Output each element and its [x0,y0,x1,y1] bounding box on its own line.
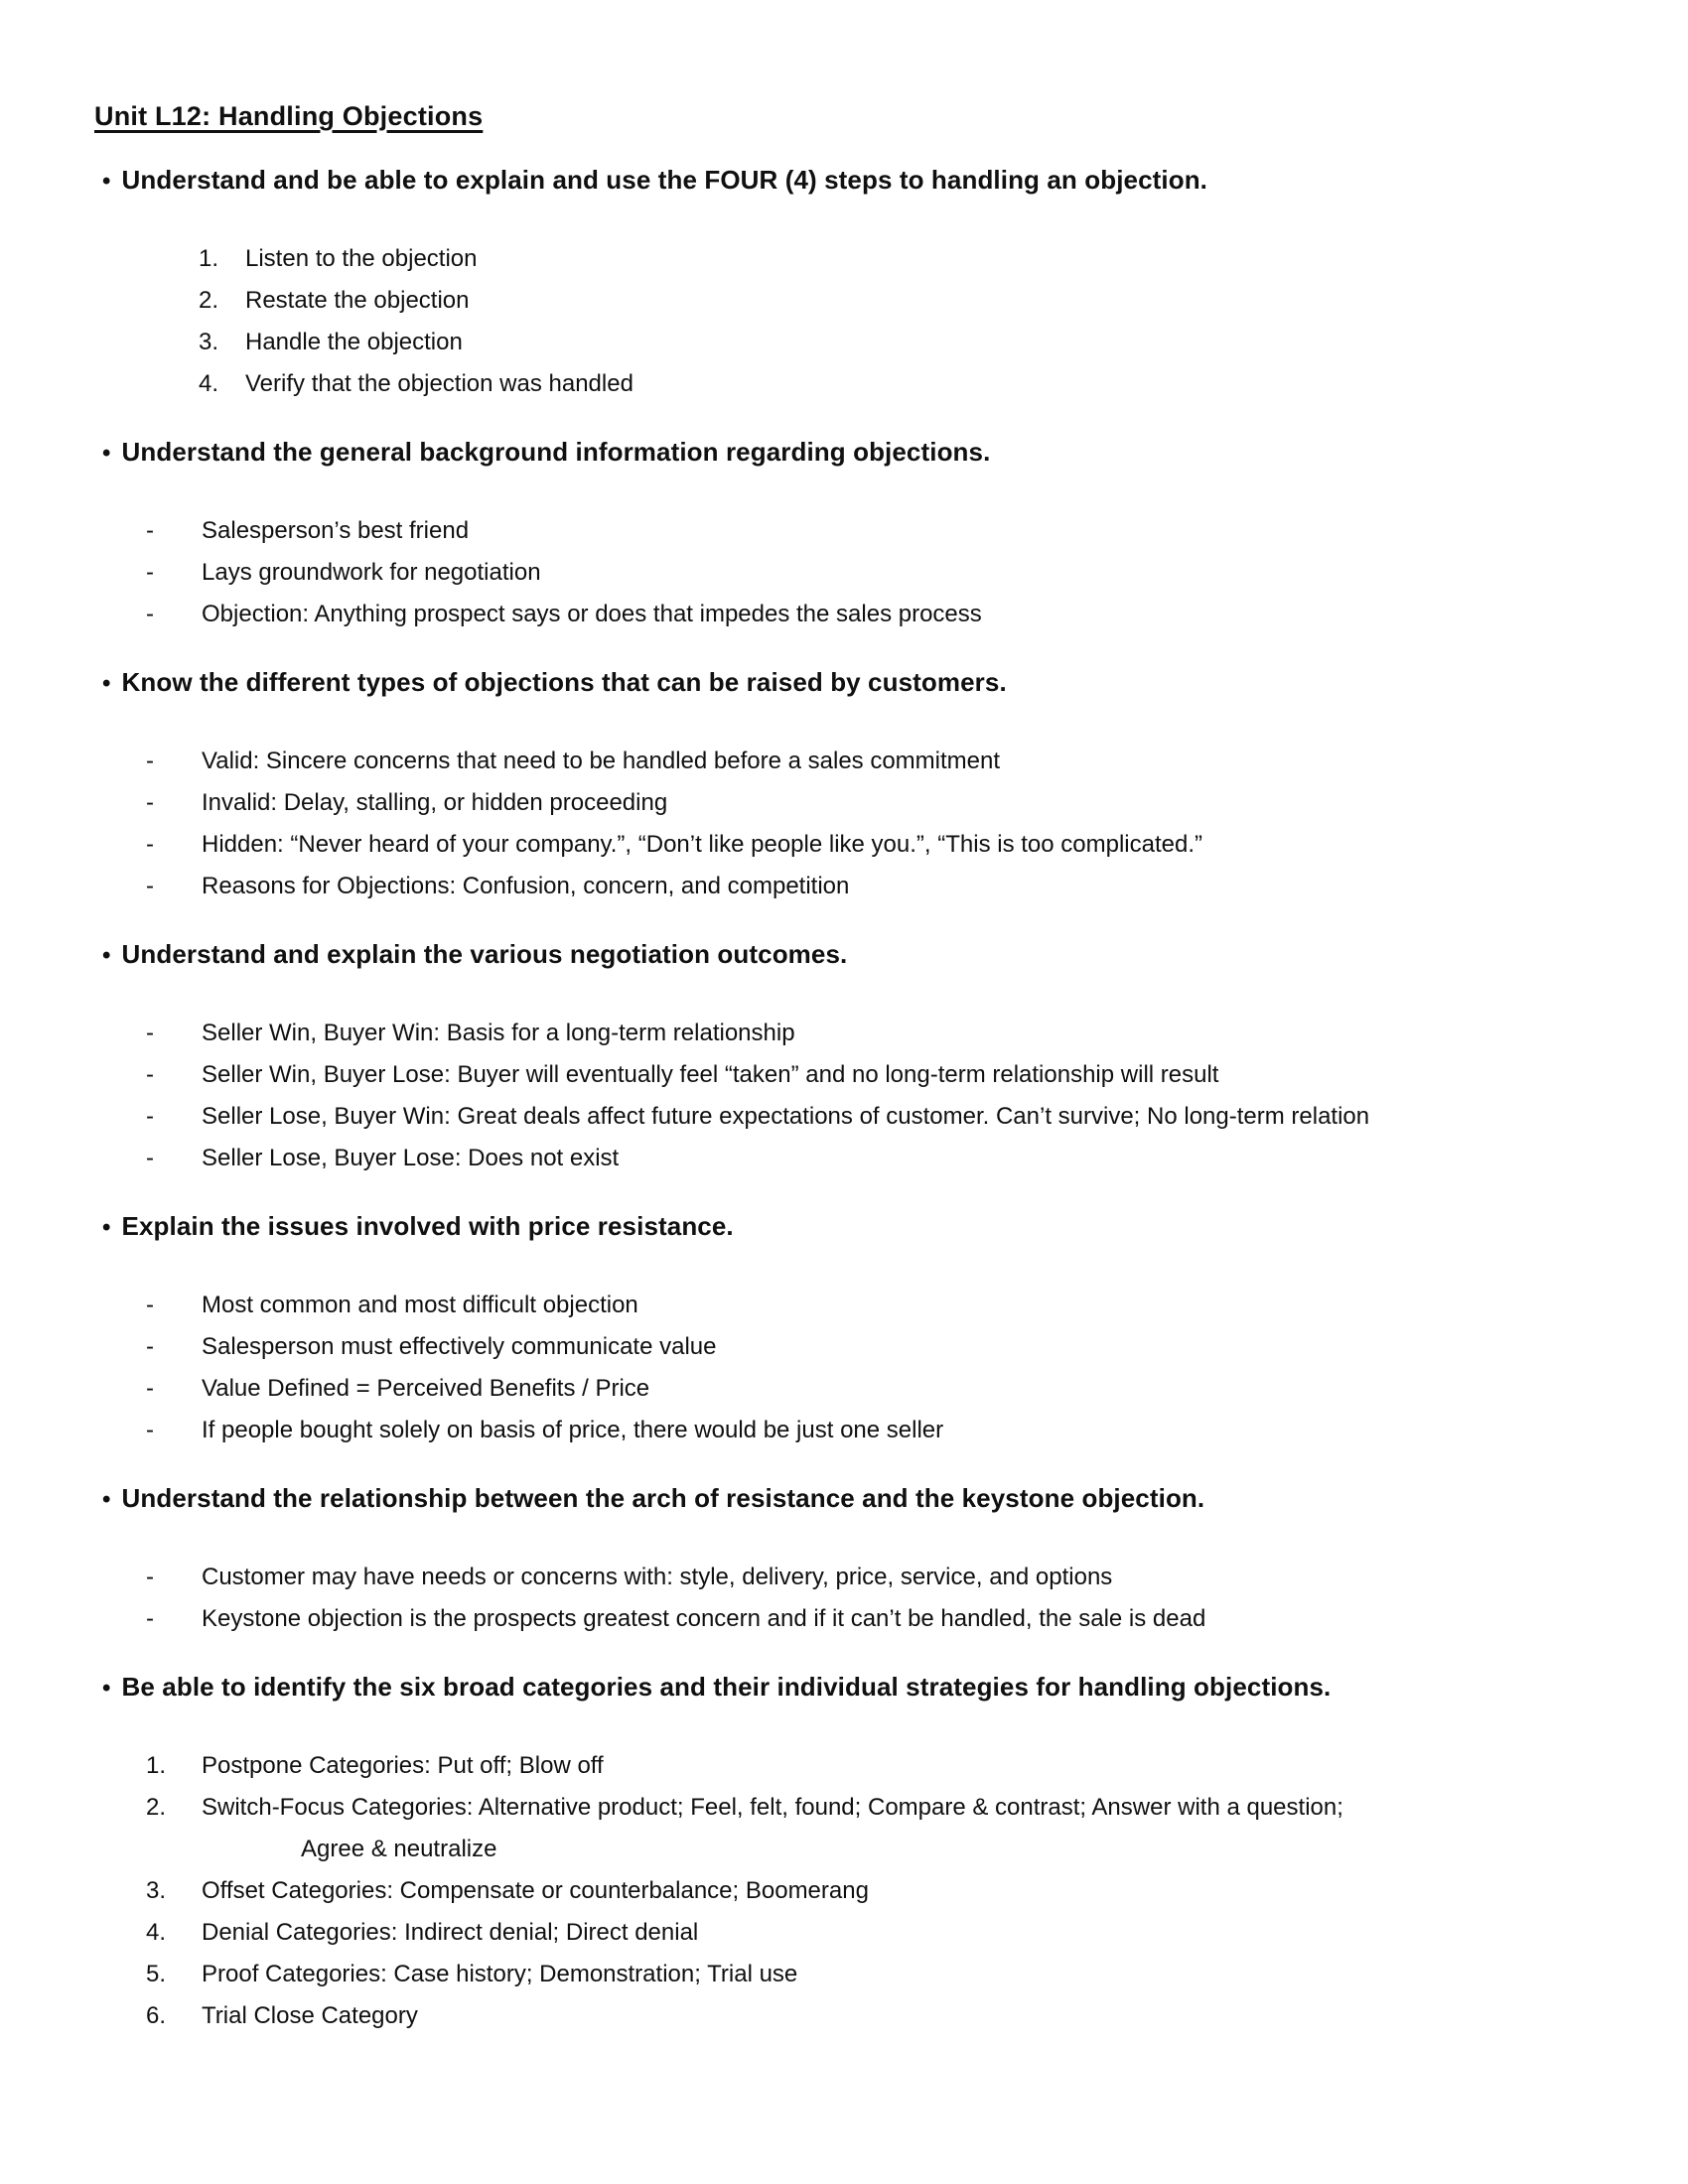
list-item-text: Reasons for Objections: Confusion, concern, and competition [202,873,850,899]
list-item [94,1326,1648,1368]
list-item-text: Restate the objection [245,287,470,314]
list-item [94,741,1648,782]
section-heading [94,937,1648,973]
list-item-text: If people bought solely on basis of price, there would be just one seller [202,1417,944,1443]
list-item [94,1870,1648,1912]
list-item-text: Lays groundwork for negotiation [202,559,541,586]
list-item [94,1787,1648,1829]
list-item [94,280,1648,322]
list-item-text: Hidden: “Never heard of your company.”, “Don’t like people like you.”, “This is too complicated.” [202,831,1202,858]
list-item [94,363,1648,405]
document-title: Unit L12: Handling Objections [94,101,484,131]
dash-icon: - [146,517,154,544]
dash-icon: - [146,559,154,586]
list-item-text: Most common and most difficult objection [202,1292,638,1318]
list-item-text: Offset Categories: Compensate or counterbalance; Boomerang [202,1877,869,1904]
number-label: 3. [146,1877,167,1904]
section-heading [94,1209,1648,1245]
list-item-text: Invalid: Delay, stalling, or hidden proceeding [202,789,668,816]
section [94,1670,1648,2037]
list-item [94,1745,1648,1787]
section-heading-text: Understand the general background information regarding objections. [121,437,991,467]
sections-container [94,163,1648,2037]
list-item-text: Customer may have needs or concerns with: style, delivery, price, service, and options [202,1564,1113,1590]
dash-icon: - [146,873,154,899]
list-item [94,238,1648,280]
list-item [94,1598,1648,1640]
dash-icon: - [146,831,154,858]
dash-icon: - [146,1061,154,1088]
bullet-icon: • [102,1214,111,1241]
section-list [94,510,1648,635]
list-item-text: Listen to the objection [245,245,478,272]
list-item-text: Seller Win, Buyer Lose: Buyer will eventually feel “taken” and no long-term relationship will result [202,1061,1219,1088]
number-label: 2. [146,1794,167,1821]
dash-icon: - [146,1375,154,1402]
section [94,435,1648,635]
list-item-text: Postpone Categories: Put off; Blow off [202,1752,604,1779]
list-item [94,1096,1648,1138]
bullet-icon: • [102,440,111,467]
list-item-text: Seller Lose, Buyer Lose: Does not exist [202,1145,620,1171]
dash-icon: - [146,1145,154,1171]
list-item [94,1557,1648,1598]
number-label: 6. [146,2002,167,2029]
bullet-icon: • [102,1486,111,1513]
section-list [94,1013,1648,1179]
list-item-text: Denial Categories: Indirect denial; Direct denial [202,1919,699,1946]
list-item [94,1912,1648,1954]
list-item [94,1410,1648,1451]
list-item-text: Value Defined = Perceived Benefits / Price [202,1375,650,1402]
section-list [94,1285,1648,1451]
dash-icon: - [146,1417,154,1443]
section-heading [94,163,1648,199]
list-item [94,1138,1648,1179]
section-heading [94,665,1648,701]
section [94,1209,1648,1451]
bullet-icon: • [102,168,111,195]
dash-icon: - [146,1103,154,1130]
section-list [94,1745,1648,2037]
section-heading-text: Understand the relationship between the arch of resistance and the keystone objection. [121,1483,1205,1513]
list-item-text: Salesperson’s best friend [202,517,470,544]
list-item-text: Salesperson must effectively communicate value [202,1333,717,1360]
list-item-text: Handle the objection [245,329,463,355]
list-item [94,322,1648,363]
bullet-icon: • [102,670,111,697]
list-item-text: Proof Categories: Case history; Demonstration; Trial use [202,1961,798,1987]
section-list [94,741,1648,907]
list-item [94,1054,1648,1096]
section-heading-text: Understand and be able to explain and use the FOUR (4) steps to handling an objection. [121,165,1208,195]
list-item [94,510,1648,552]
list-item-text: Verify that the objection was handled [245,370,633,397]
list-item-text: Seller Win, Buyer Win: Basis for a long-term relationship [202,1020,795,1046]
section-heading [94,1670,1648,1706]
list-item [94,552,1648,594]
list-item [94,1285,1648,1326]
bullet-icon: • [102,942,111,969]
list-item [94,1368,1648,1410]
section-heading-text: Be able to identify the six broad categories and their individual strategies for handling objections. [121,1672,1332,1702]
list-item-text: Valid: Sincere concerns that need to be handled before a sales commitment [202,748,1001,774]
list-item [94,1013,1648,1054]
section-list [94,238,1648,405]
section-heading [94,435,1648,471]
section-heading-text: Know the different types of objections that can be raised by customers. [121,667,1007,697]
list-item-text: Trial Close Category [202,2002,418,2029]
number-label: 5. [146,1961,167,1987]
list-item [94,782,1648,824]
dash-icon: - [146,1292,154,1318]
number-label: 4. [146,1919,167,1946]
list-item [94,824,1648,866]
dash-icon: - [146,601,154,627]
number-label: 1. [199,245,219,272]
number-label: 4. [199,370,219,397]
list-item [94,1995,1648,2037]
list-item-text: Seller Lose, Buyer Win: Great deals affect future expectations of customer. Can’t survive; No long-term relation [202,1103,1370,1130]
section [94,1481,1648,1640]
section-heading-text: Understand and explain the various negotiation outcomes. [121,939,848,969]
list-item [94,594,1648,635]
number-label: 1. [146,1752,167,1779]
section-list [94,1557,1648,1640]
section [94,937,1648,1179]
dash-icon: - [146,789,154,816]
list-item [94,866,1648,907]
number-label: 3. [199,329,219,355]
section [94,163,1648,405]
section-heading [94,1481,1648,1517]
bullet-icon: • [102,1675,111,1702]
list-item-text: Switch-Focus Categories: Alternative product; Feel, felt, found; Compare & contrast; Answer with a question; [202,1794,1343,1821]
list-item-text: Agree & neutralize [301,1836,497,1862]
list-item-text: Objection: Anything prospect says or does that impedes the sales process [202,601,982,627]
list-item [94,1954,1648,1995]
dash-icon: - [146,1020,154,1046]
dash-icon: - [146,1333,154,1360]
list-item [94,1829,1648,1870]
list-item-text: Keystone objection is the prospects greatest concern and if it can’t be handled, the sale is dead [202,1605,1206,1632]
dash-icon: - [146,1605,154,1632]
section-heading-text: Explain the issues involved with price resistance. [121,1211,734,1241]
dash-icon: - [146,1564,154,1590]
section [94,665,1648,907]
number-label: 2. [199,287,219,314]
dash-icon: - [146,748,154,774]
